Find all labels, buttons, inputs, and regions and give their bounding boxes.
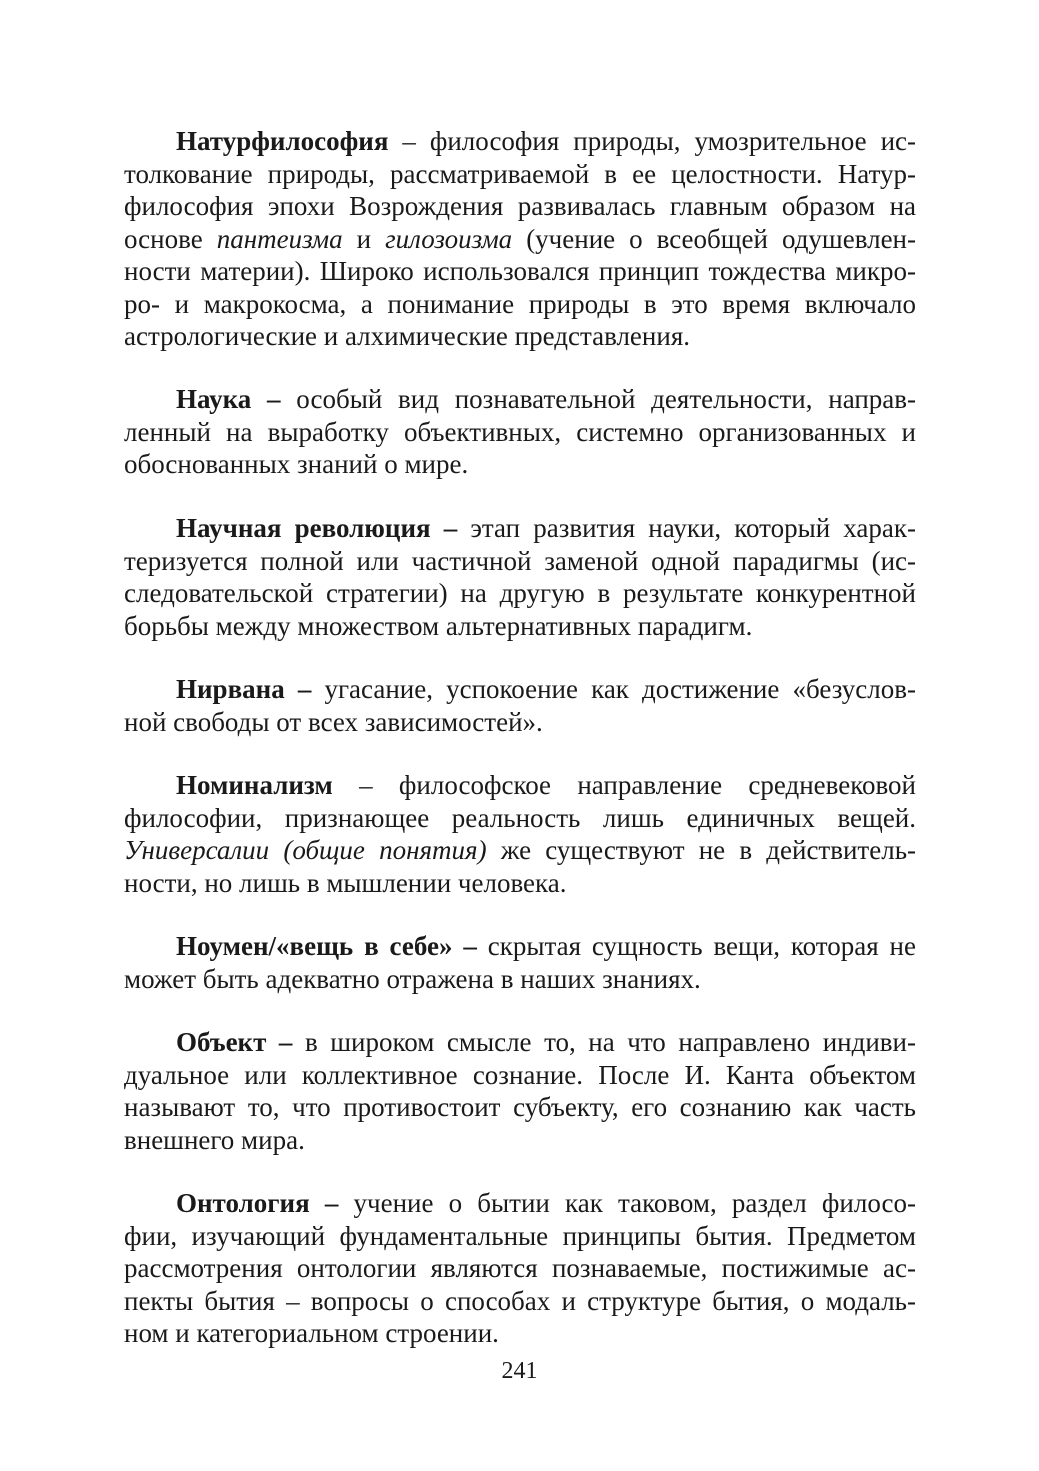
definition-text: философия эпохи Возрождения развивалась главным образом на: [124, 191, 916, 221]
definition-text: скрытая сущность вещи, которая не: [487, 931, 916, 961]
definition-text: астрологические и алхимические представления.: [124, 321, 690, 351]
definition-text: теризуется полной или частичной заменой одной парадигмы (ис-: [124, 545, 916, 576]
definition-text: фии, изучающий фундаментальные принципы бытия. Предметом: [124, 1220, 916, 1251]
definition-text: угасание, успокоение как достижение «безуслов-: [324, 674, 916, 704]
definition-text: обоснованных знаний о мире.: [124, 449, 469, 479]
entry-text-line: [124, 158, 916, 191]
entry-first-line: [124, 383, 916, 416]
entry-first-line: [124, 673, 916, 706]
term-heading: Объект –: [176, 1027, 305, 1057]
definition-text: ности материи). Широко использовался принцип тождества микро-: [124, 256, 916, 286]
entry-text-line: [124, 448, 916, 481]
definition-text: ности, но лишь в мышлении человека.: [124, 867, 567, 898]
entry-first-line: [124, 1026, 916, 1059]
definition-text: (учение о всеобщей одушевлен-: [512, 223, 916, 254]
definition-text: этап развития науки, который харак-: [470, 513, 916, 543]
definition-text: рассмотрения онтологии являются познаваемые, постижимые ас-: [124, 1253, 916, 1283]
definition-text: ном и категориальном строении.: [124, 1318, 499, 1348]
term-heading: Научная революция: [176, 513, 431, 543]
entry-text-line: [124, 1059, 916, 1092]
term-heading: Нирвана –: [176, 674, 325, 704]
entry-text-line: [124, 288, 916, 321]
glossary-entry: [124, 512, 916, 642]
definition-text: может быть адекватно отражена в наших знаниях.: [124, 963, 701, 994]
definition-text: внешнего мира.: [124, 1124, 305, 1155]
definition-text: ро- и макрокосма, а понимание природы в это время включало: [124, 288, 916, 319]
italic-term: Универсалии (общие понятия): [124, 835, 487, 865]
glossary-entry: [124, 769, 916, 899]
entry-text-line: [124, 963, 916, 996]
term-heading: Номинализм: [176, 770, 333, 800]
entry-text-line: [124, 1317, 916, 1350]
entry-text-line: [124, 1252, 916, 1285]
page-number: 241: [501, 1358, 538, 1384]
entry-text-line: [124, 1124, 916, 1157]
entry-text-line: [124, 610, 916, 643]
definition-text: называют то, что противостоит субъекту, его сознанию как часть: [124, 1092, 916, 1122]
definition-text: пекты бытия – вопросы о способах и структуре бытия, о модаль-: [124, 1285, 916, 1316]
definition-text: же существуют не в действитель-: [486, 835, 916, 865]
definition-text: философии, признающее реальность лишь единичных вещей.: [124, 802, 916, 833]
definition-text: толкование природы, рассматриваемой в ее целостности. Натур-: [124, 158, 916, 189]
entry-first-line: [124, 1187, 916, 1220]
definition-text: основе: [124, 223, 217, 254]
definition-text: учение о бытии как таковом, раздел филосо-: [353, 1188, 916, 1218]
entry-text-line: [124, 802, 916, 835]
definition-text: дуальное или коллективное сознание. После И. Канта объектом: [124, 1059, 916, 1090]
term-heading: Наука: [176, 384, 252, 414]
entry-first-line: [124, 512, 916, 545]
glossary-entry: [124, 673, 916, 738]
glossary-entry: [124, 1026, 916, 1156]
term-heading: Онтология –: [176, 1188, 354, 1218]
term-heading: Ноумен/«вещь в себе» –: [176, 931, 488, 961]
entry-first-line: [124, 930, 916, 963]
glossary-entry: [124, 125, 916, 353]
entry-first-line: [124, 769, 916, 802]
term-heading: Натурфилософия: [176, 126, 389, 156]
term-heading: –: [251, 384, 297, 414]
definition-text: ленный на выработку объективных, системно организованных и: [124, 416, 916, 447]
definition-text: особый вид познавательной деятельности, направ-: [296, 384, 916, 414]
entry-text-line: [124, 834, 916, 867]
glossary-entry: [124, 930, 916, 995]
definition-text: следовательской стратегии) на другую в результате конкурентной: [124, 578, 916, 608]
entry-text-line: [124, 1220, 916, 1253]
glossary-entry: [124, 383, 916, 481]
entry-text-line: [124, 190, 916, 223]
entry-text-line: [124, 1285, 916, 1318]
definition-text: и: [342, 223, 386, 254]
entry-first-line: [124, 125, 916, 158]
glossary-entry: [124, 1187, 916, 1350]
entry-text-line: [124, 545, 916, 578]
entry-text-line: [124, 223, 916, 256]
italic-term: гилозоизма: [385, 223, 513, 254]
entry-text-line: [124, 1091, 916, 1124]
italic-term: пантеизма: [216, 223, 343, 254]
definition-text: борьбы между множеством альтернативных парадигм.: [124, 610, 753, 641]
definition-text: в широком смысле то, на что направлено индиви-: [304, 1027, 916, 1057]
entry-text-line: [124, 416, 916, 449]
entry-text-line: [124, 577, 916, 610]
entry-text-line: [124, 255, 916, 288]
entry-text-line: [124, 706, 916, 739]
definition-text: – философское направление средневековой: [332, 770, 916, 800]
entry-text-line: [124, 867, 916, 900]
entry-text-line: [124, 320, 916, 353]
definition-text: ной свободы от всех зависимостей».: [124, 706, 543, 737]
term-heading: –: [430, 513, 471, 543]
definition-text: – философия природы, умозрительное ис-: [388, 126, 916, 156]
